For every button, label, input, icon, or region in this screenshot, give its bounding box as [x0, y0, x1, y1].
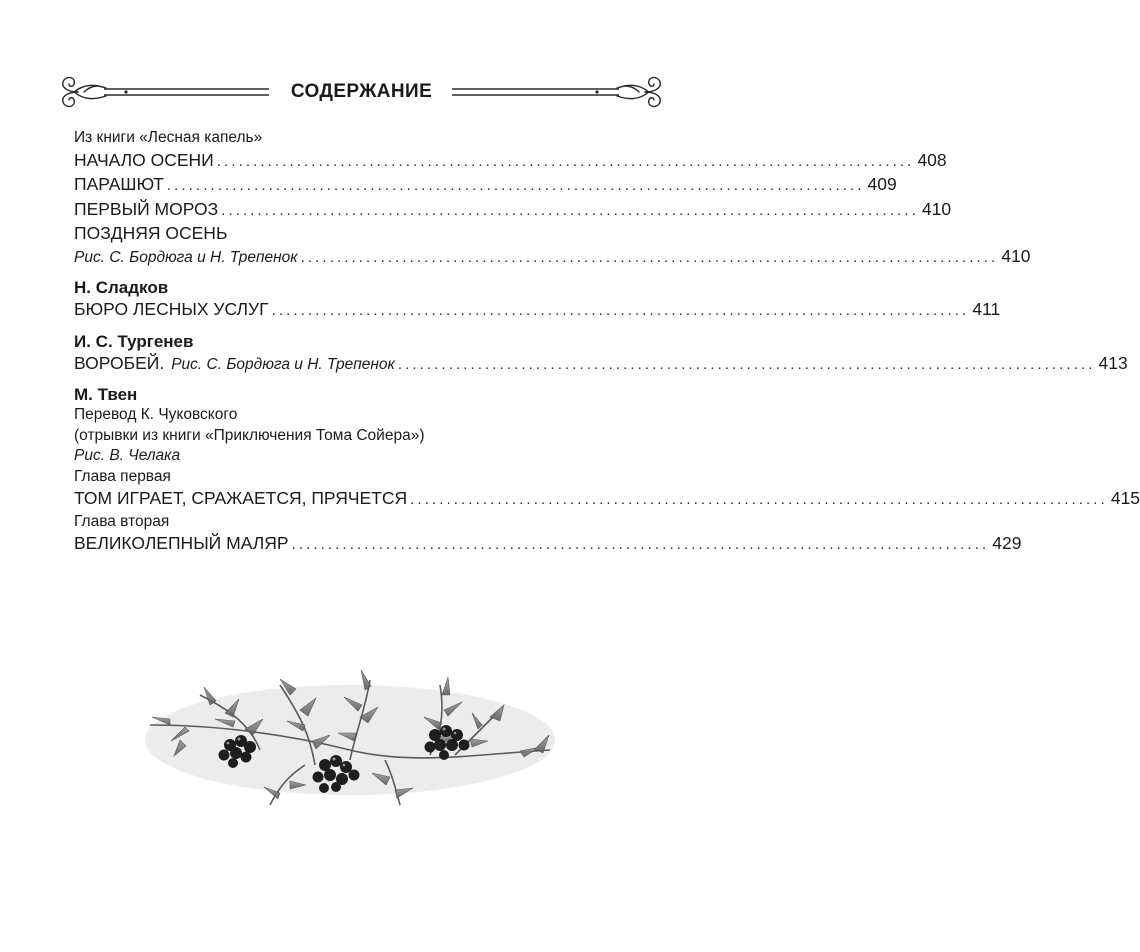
source-note: Из книги «Лесная капель»	[74, 129, 263, 146]
translator-note: Перевод К. Чуковского	[74, 406, 238, 423]
entry-title: ТОМ ИГРАЕТ, СРАЖАЕТСЯ, ПРЯЧЕТСЯ	[74, 488, 408, 508]
entry-title: БЮРО ЛЕСНЫХ УСЛУГ	[74, 299, 269, 319]
excerpt-note: (отрывки из книги «Приключения Тома Сойера»)	[74, 426, 425, 444]
dot-leader: ................................................................................................	[300, 248, 999, 266]
entry-title: ПЕРВЫЙ МОРОЗ	[74, 198, 219, 219]
author-name: М. Твен	[74, 385, 138, 404]
entry-title: ПОЗДНЯЯ ОСЕНЬ	[74, 223, 228, 243]
entry-title: ВОРОБЕЙ.	[74, 352, 165, 373]
rowan-branch-drawing	[140, 655, 560, 820]
chapter-label: Глава первая	[74, 467, 171, 485]
illustrator-credit: Рис. С. Бордюга и Н. Трепенок	[171, 355, 395, 373]
table-of-contents	[74, 128, 1140, 557]
dot-leader: ................................................................................................	[221, 201, 919, 219]
entry-page: 408	[917, 149, 947, 170]
entry-page: 410	[921, 198, 952, 219]
entry-page: 411	[972, 299, 1001, 319]
entry-page: 410	[1001, 245, 1031, 266]
entry-title: ВЕЛИКОЛЕПНЫЙ МАЛЯР	[74, 533, 289, 553]
toc-entry	[74, 245, 1031, 270]
chapter-label: Глава вторая	[74, 512, 170, 530]
toc-entry	[74, 173, 897, 198]
toc-entry	[74, 532, 1022, 557]
toc-entry	[74, 198, 952, 223]
toc-entry	[74, 149, 947, 174]
author-name: И. С. Тургенев	[74, 331, 194, 351]
dot-leader: ................................................................................................	[410, 491, 1108, 508]
entry-page: 413	[1098, 352, 1128, 373]
dot-leader: ................................................................................................	[216, 152, 915, 170]
toc-entry	[74, 298, 1001, 323]
toc-entry	[74, 352, 1128, 377]
entry-page: 429	[992, 533, 1022, 553]
entry-title: ПАРАШЮТ	[74, 174, 164, 194]
illustrator-credit: Рис. В. Челака	[74, 447, 181, 464]
dot-leader: ................................................................................................	[271, 302, 970, 319]
entry-page: 415	[1110, 488, 1140, 508]
dot-leader: ................................................................................................	[166, 177, 865, 194]
entry-title: НАЧАЛО ОСЕНИ	[74, 149, 214, 170]
illustrator-credit: Рис. С. Бордюга и Н. Трепенок	[74, 248, 298, 266]
toc-entry	[74, 487, 1140, 512]
contents-header	[54, 70, 669, 114]
dot-leader: ................................................................................................	[291, 536, 990, 553]
author-name: Н. Сладков	[74, 278, 169, 297]
rowan-branch-icon	[140, 655, 560, 820]
entry-page: 409	[867, 174, 897, 194]
page-title: СОДЕРЖАНИЕ	[290, 81, 433, 102]
dot-leader: ................................................................................................	[397, 355, 1096, 373]
